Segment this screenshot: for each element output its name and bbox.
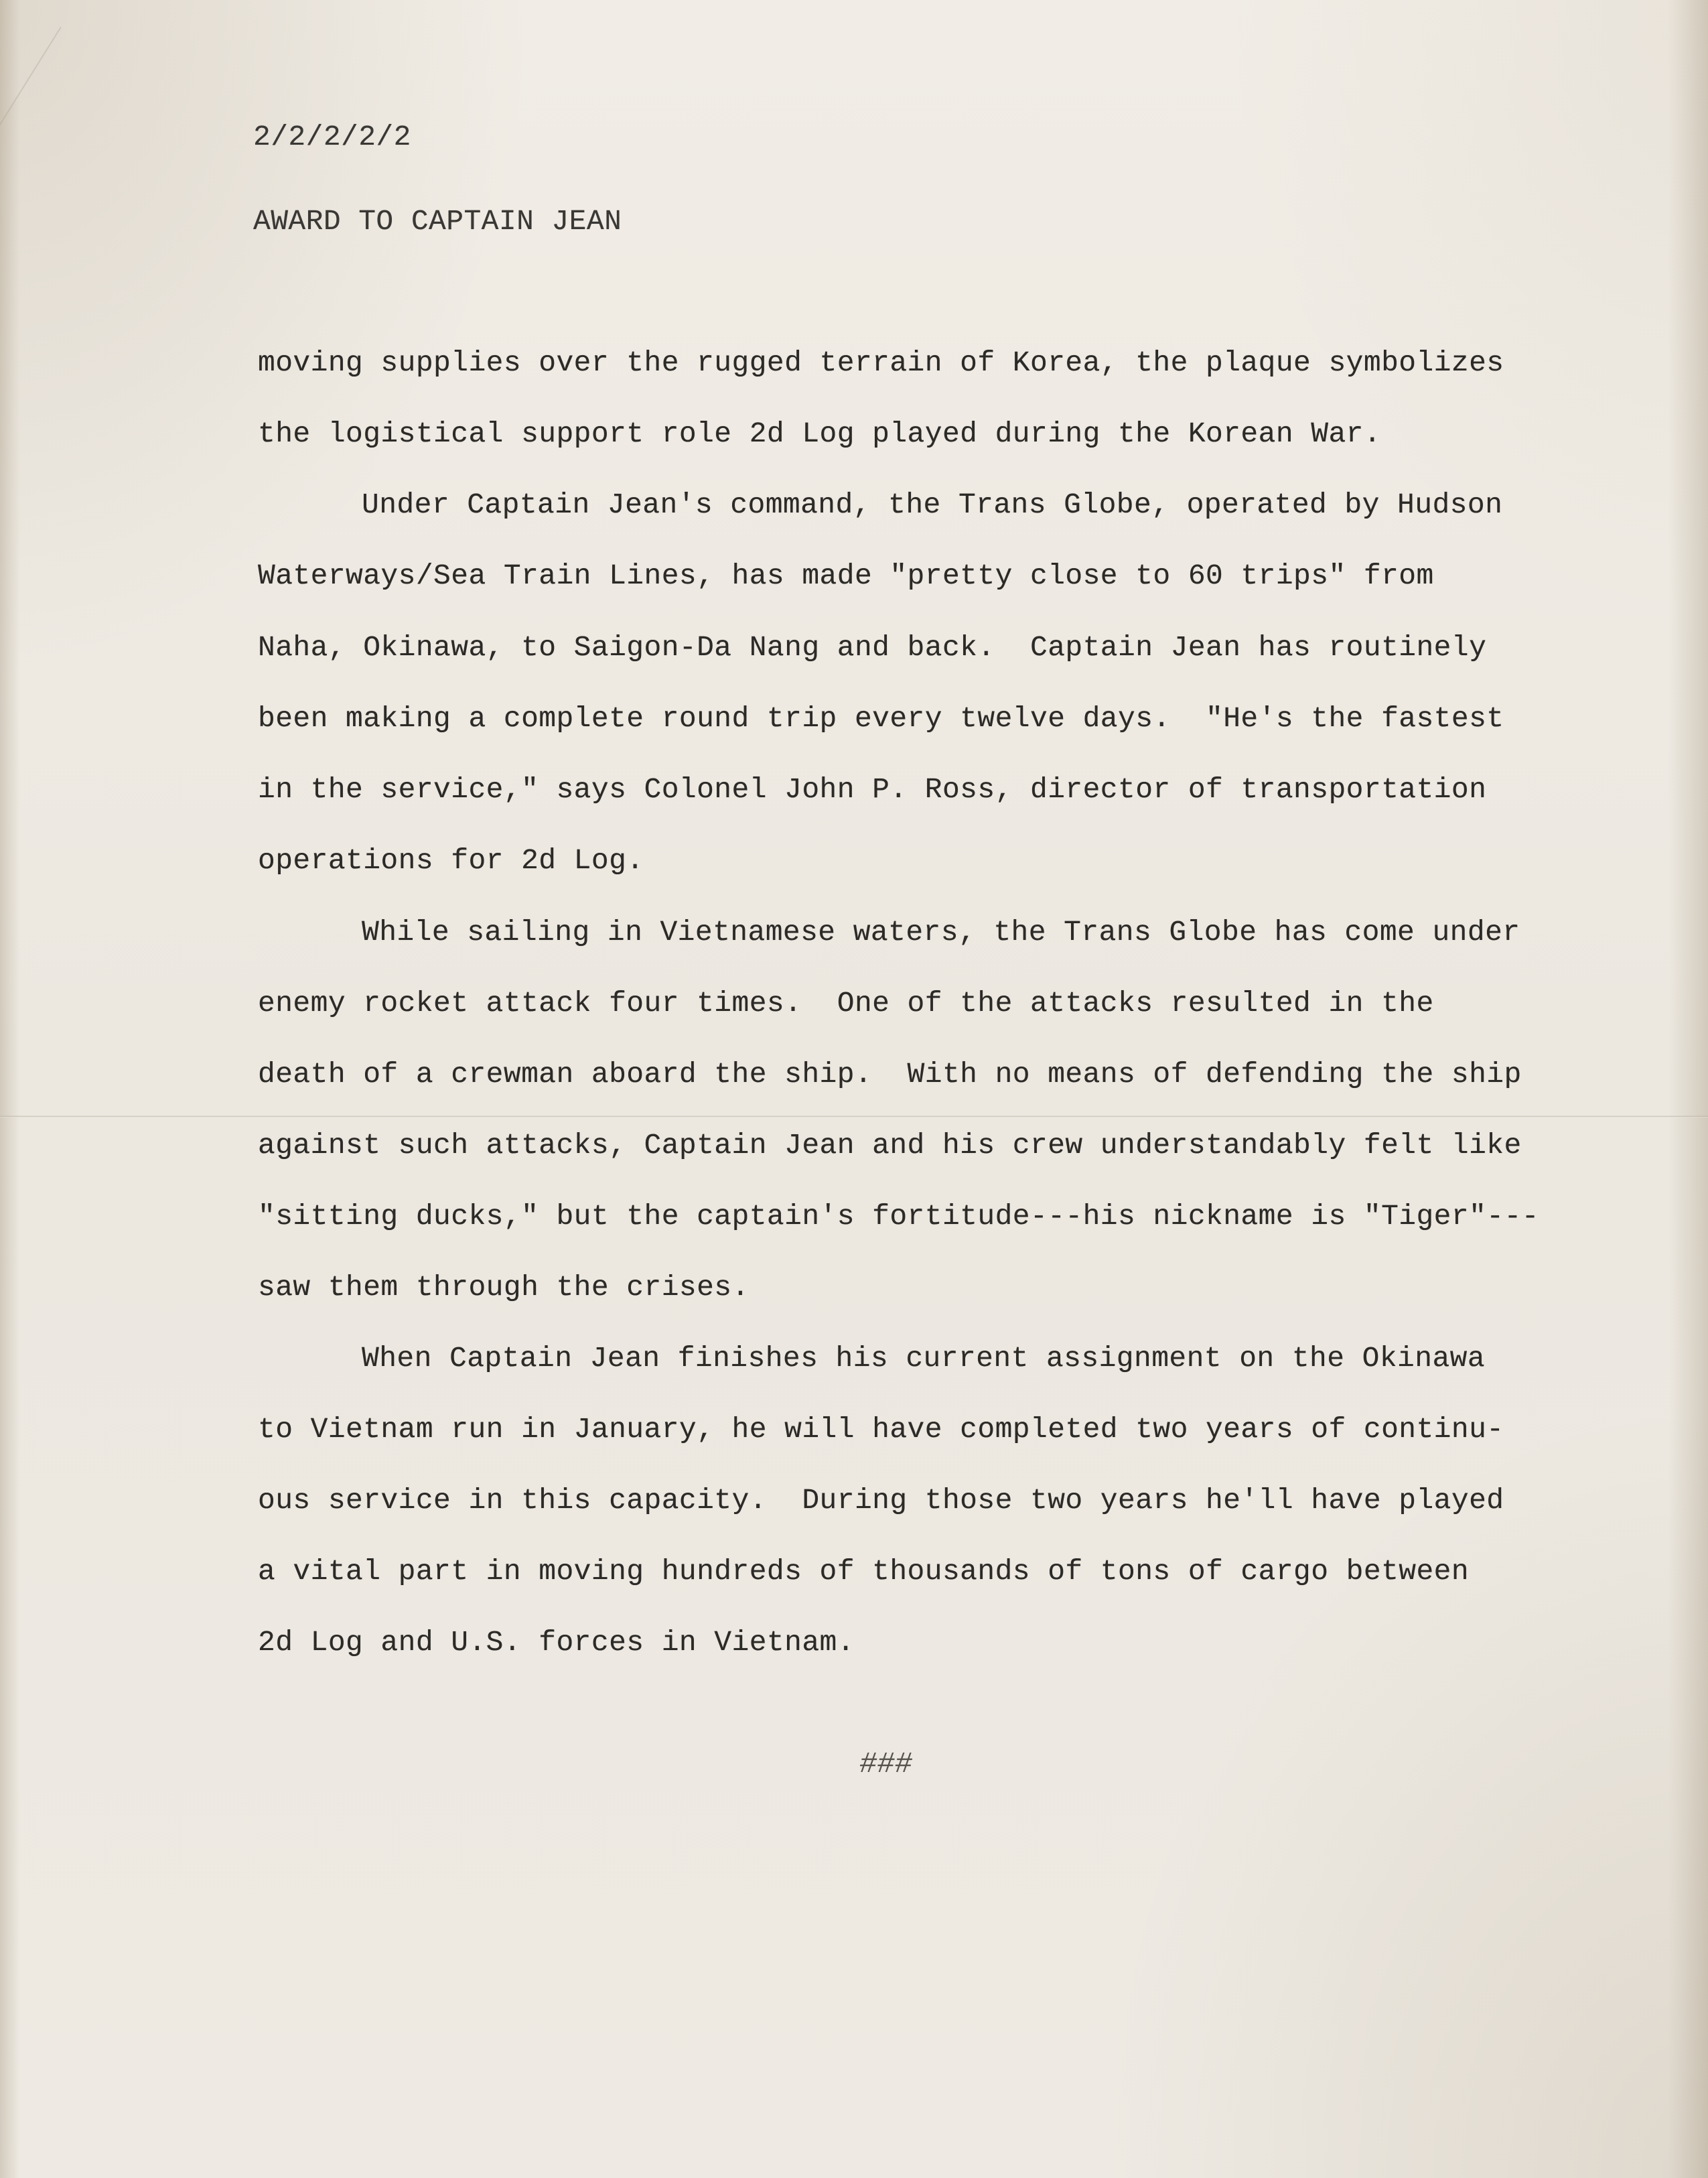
paragraph-1-line-2: the logistical support role 2d Log played during the Korean War. bbox=[258, 417, 1382, 450]
paragraph-3-line-3: death of a crewman aboard the ship. With no means of defending the ship bbox=[258, 1058, 1522, 1091]
paragraph-4-line-4: a vital part in moving hundreds of thousands of tons of cargo between bbox=[258, 1555, 1470, 1588]
paragraph-3-line-2: enemy rocket attack four times. One of the attacks resulted in the bbox=[258, 987, 1434, 1020]
paragraph-2-line-5: in the service," says Colonel John P. Ross, director of transportation bbox=[258, 773, 1487, 806]
paragraph-4-line-3: ous service in this capacity. During those two years he'll have played bbox=[258, 1484, 1504, 1517]
paragraph-1-line-1: moving supplies over the rugged terrain of Korea, the plaque symbolizes bbox=[258, 346, 1504, 379]
paper-corner-crease bbox=[0, 27, 175, 247]
paragraph-3-line-4: against such attacks, Captain Jean and his crew understandably felt like bbox=[258, 1129, 1522, 1162]
paragraph-2-line-3: Naha, Okinawa, to Saigon-Da Nang and back. Captain Jean has routinely bbox=[258, 631, 1487, 664]
paper-edge-shadow-left bbox=[0, 0, 20, 2178]
paragraph-3-line-1: While sailing in Vietnamese waters, the Trans Globe has come under bbox=[362, 916, 1520, 949]
paragraph-4-line-2: to Vietnam run in January, he will have completed two years of continu- bbox=[258, 1413, 1504, 1446]
paper-fold-line bbox=[0, 1115, 1708, 1117]
page-number: 2/2/2/2/2 bbox=[253, 121, 411, 153]
paragraph-2-line-2: Waterways/Sea Train Lines, has made "pretty close to 60 trips" from bbox=[258, 559, 1434, 592]
paragraph-4-line-5: 2d Log and U.S. forces in Vietnam. bbox=[258, 1626, 855, 1659]
paragraph-2-line-1: Under Captain Jean's command, the Trans Globe, operated by Hudson bbox=[362, 488, 1503, 521]
paragraph-3-line-6: saw them through the crises. bbox=[258, 1271, 750, 1304]
paragraph-2-line-6: operations for 2d Log. bbox=[258, 844, 644, 877]
paragraph-4-line-1: When Captain Jean finishes his current assignment on the Okinawa bbox=[362, 1342, 1486, 1375]
paragraph-2-line-4: been making a complete round trip every twelve days. "He's the fastest bbox=[258, 702, 1504, 735]
end-of-release-mark: ### bbox=[857, 1748, 915, 1781]
paper-edge-shadow-right bbox=[1668, 0, 1708, 2178]
paragraph-3-line-5: "sitting ducks," but the captain's fortitude---his nickname is "Tiger"--- bbox=[258, 1200, 1539, 1233]
document-title: AWARD TO CAPTAIN JEAN bbox=[253, 205, 622, 238]
